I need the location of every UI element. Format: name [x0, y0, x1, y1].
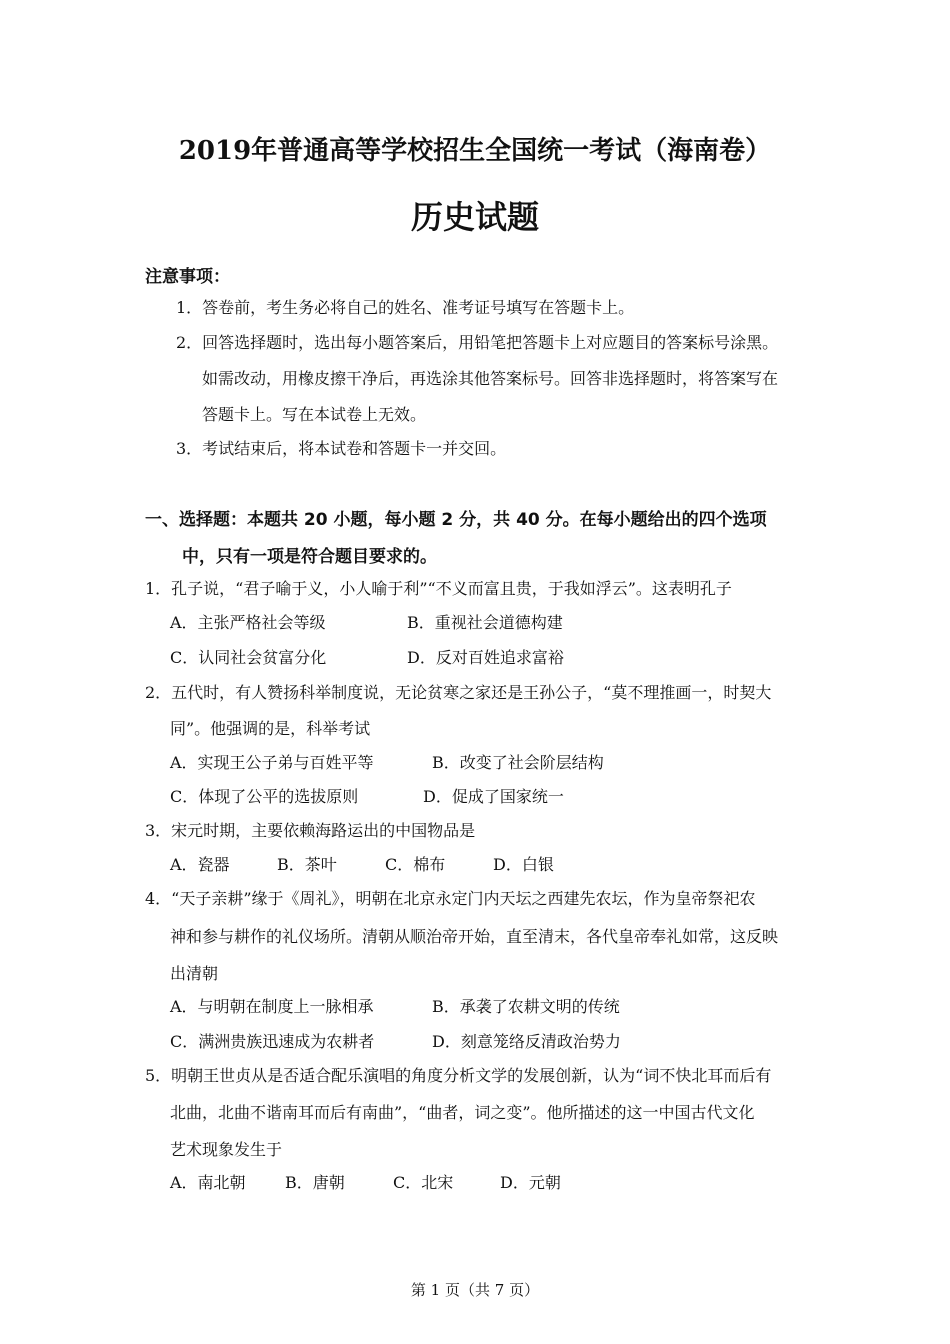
- q4-option-d: D．刻意笼络反清政治势力: [432, 1032, 621, 1051]
- q5-option-d: D．元朝: [500, 1173, 561, 1192]
- q5-option-b: B．唐朝: [285, 1173, 345, 1192]
- notice-line: 3．考试结束后，将本试卷和答题卡一并交回。: [176, 439, 507, 458]
- section-heading-cont: 中，只有一项是符合题目要求的。: [182, 547, 437, 567]
- q2-option-c: C．体现了公平的选拔原则: [170, 787, 359, 806]
- q1-option-c: C．认同社会贫富分化: [170, 648, 327, 667]
- question-4-text: 神和参与耕作的礼仪场所。清朝从顺治帝开始，直至清末，各代皇帝奉礼如常，这反映: [170, 927, 779, 946]
- question-4-text: 出清朝: [170, 964, 219, 983]
- question-5-text: 艺术现象发生于: [170, 1140, 283, 1159]
- question-5-text: 5．明朝王世贞从是否适合配乐演唱的角度分析文学的发展创新，认为“词不快北耳而后有: [145, 1066, 772, 1085]
- q3-option-c: C．棉布: [385, 855, 446, 874]
- q1-option-d: D．反对百姓追求富裕: [407, 648, 564, 667]
- q3-option-d: D．白银: [493, 855, 554, 874]
- question-4-text: 4．“天子亲耕”缘于《周礼》，明朝在北京永定门内天坛之西建先农坛，作为皇帝祭祀农: [145, 889, 756, 908]
- page-footer: 第 1 页（共 7 页）: [410, 1281, 540, 1299]
- question-2-text: 同”。他强调的是，科举考试: [170, 719, 371, 738]
- notice-line: 1．答卷前，考生务必将自己的姓名、准考证号填写在答题卡上。: [176, 298, 635, 317]
- q3-option-b: B．茶叶: [277, 855, 337, 874]
- q2-option-a: A．实现王公子弟与百姓平等: [170, 753, 374, 772]
- exam-title: 2019年普通高等学校招生全国统一考试（海南卷）: [178, 136, 772, 166]
- q2-option-d: D．促成了国家统一: [423, 787, 564, 806]
- q3-option-a: A．瓷器: [170, 855, 230, 874]
- q4-option-a: A．与明朝在制度上一脉相承: [170, 997, 374, 1016]
- notice-line: 答题卡上。写在本试卷上无效。: [202, 405, 427, 424]
- q4-option-b: B．承袭了农耕文明的传统: [432, 997, 620, 1016]
- q2-option-b: B．改变了社会阶层结构: [432, 753, 604, 772]
- section-heading: 一、选择题：本题共 20 小题，每小题 2 分，共 40 分。在每小题给出的四个选项: [145, 510, 767, 530]
- q4-option-c: C．满洲贵族迅速成为农耕者: [170, 1032, 375, 1051]
- q1-option-a: A．主张严格社会等级: [170, 613, 326, 632]
- notice-line: 如需改动，用橡皮擦干净后，再选涂其他答案标号。回答非选择题时，将答案写在: [202, 369, 779, 388]
- question-3-text: 3．宋元时期，主要依赖海路运出的中国物品是: [145, 821, 476, 840]
- q1-option-b: B．重视社会道德构建: [407, 613, 563, 632]
- exam-subtitle: 历史试题: [410, 198, 539, 236]
- question-2-text: 2．五代时，有人赞扬科举制度说，无论贫寒之家还是王孙公子，“莫不理推画一，时契大: [145, 683, 772, 702]
- notice-heading: 注意事项：: [145, 267, 230, 287]
- q5-option-c: C．北宋: [393, 1173, 454, 1192]
- q5-option-a: A．南北朝: [170, 1173, 246, 1192]
- question-5-text: 北曲，北曲不谐南耳而后有南曲”，“曲者，词之变”。他所描述的这一中国古代文化: [170, 1103, 755, 1122]
- notice-line: 2．回答选择题时，选出每小题答案后，用铅笔把答题卡上对应题目的答案标号涂黑。: [176, 333, 779, 352]
- question-1-text: 1．孔子说，“君子喻于义，小人喻于利”“不义而富且贵，于我如浮云”。这表明孔子: [145, 579, 732, 598]
